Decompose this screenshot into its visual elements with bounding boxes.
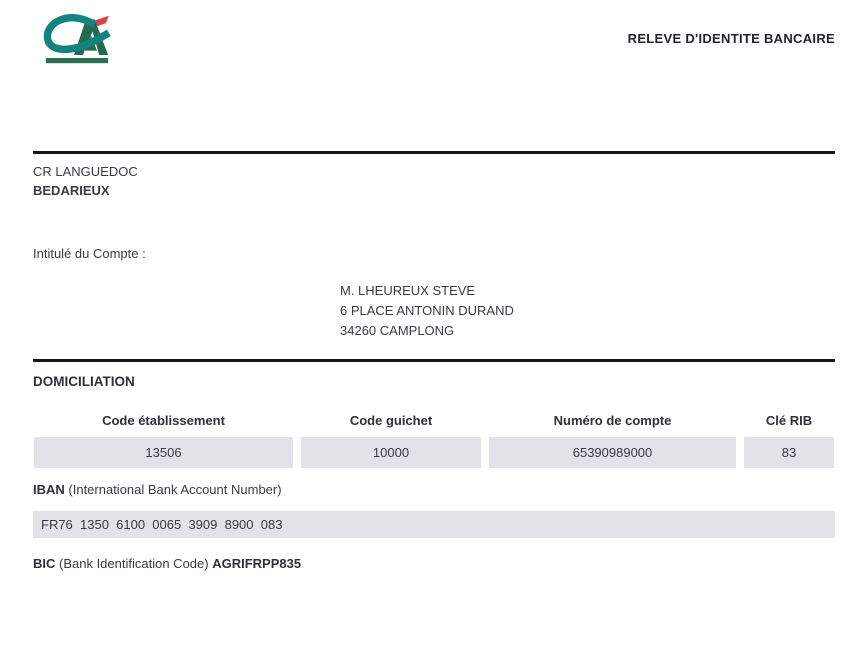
account-holder-label: Intitulé du Compte : <box>33 246 146 261</box>
address-city: 34260 CAMPLONG <box>340 323 455 338</box>
value-cle-rib: 83 <box>744 437 834 468</box>
value-code-etablissement: 13506 <box>34 437 293 468</box>
bic-value: AGRIFRPP835 <box>212 556 302 571</box>
header-cle-rib: Clé RIB <box>765 413 813 428</box>
branch-region: CR LANGUEDOC <box>33 164 138 179</box>
bic-label <box>33 556 301 571</box>
account-holder-address <box>340 281 514 341</box>
credit-agricole-logo-icon <box>40 12 114 64</box>
header-numero-de-compte: Numéro de compte <box>553 413 672 428</box>
iban-label <box>33 482 282 497</box>
horizontal-rule-top <box>33 151 835 154</box>
rib-table-value-row <box>34 437 836 468</box>
bic-label-rest: (Bank Identification Code) <box>55 556 213 571</box>
bic-label-bold: BIC <box>33 556 56 571</box>
value-numero-de-compte: 65390989000 <box>489 437 736 468</box>
branch-city: BEDARIEUX <box>33 183 110 198</box>
header-code-guichet: Code guichet <box>349 413 433 428</box>
credit-agricole-logo <box>40 12 114 64</box>
account-holder-name: M. LHEUREUX STEVE <box>340 283 476 298</box>
document-title: RELEVE D'IDENTITE BANCAIRE <box>627 31 835 46</box>
iban-value: FR76 1350 6100 0065 3909 8900 083 <box>33 511 835 538</box>
address-street: 6 PLACE ANTONIN DURAND <box>340 303 514 318</box>
header-code-etablissement: Code établissement <box>102 413 225 428</box>
branch-block <box>33 162 138 200</box>
horizontal-rule-middle <box>33 359 835 362</box>
iban-label-rest: (International Bank Account Number) <box>64 482 282 497</box>
value-code-guichet: 10000 <box>301 437 481 468</box>
iban-label-bold: IBAN <box>33 482 65 497</box>
rib-table <box>34 413 836 468</box>
domiciliation-title: DOMICILIATION <box>33 374 135 389</box>
rib-table-header-row <box>34 413 836 430</box>
